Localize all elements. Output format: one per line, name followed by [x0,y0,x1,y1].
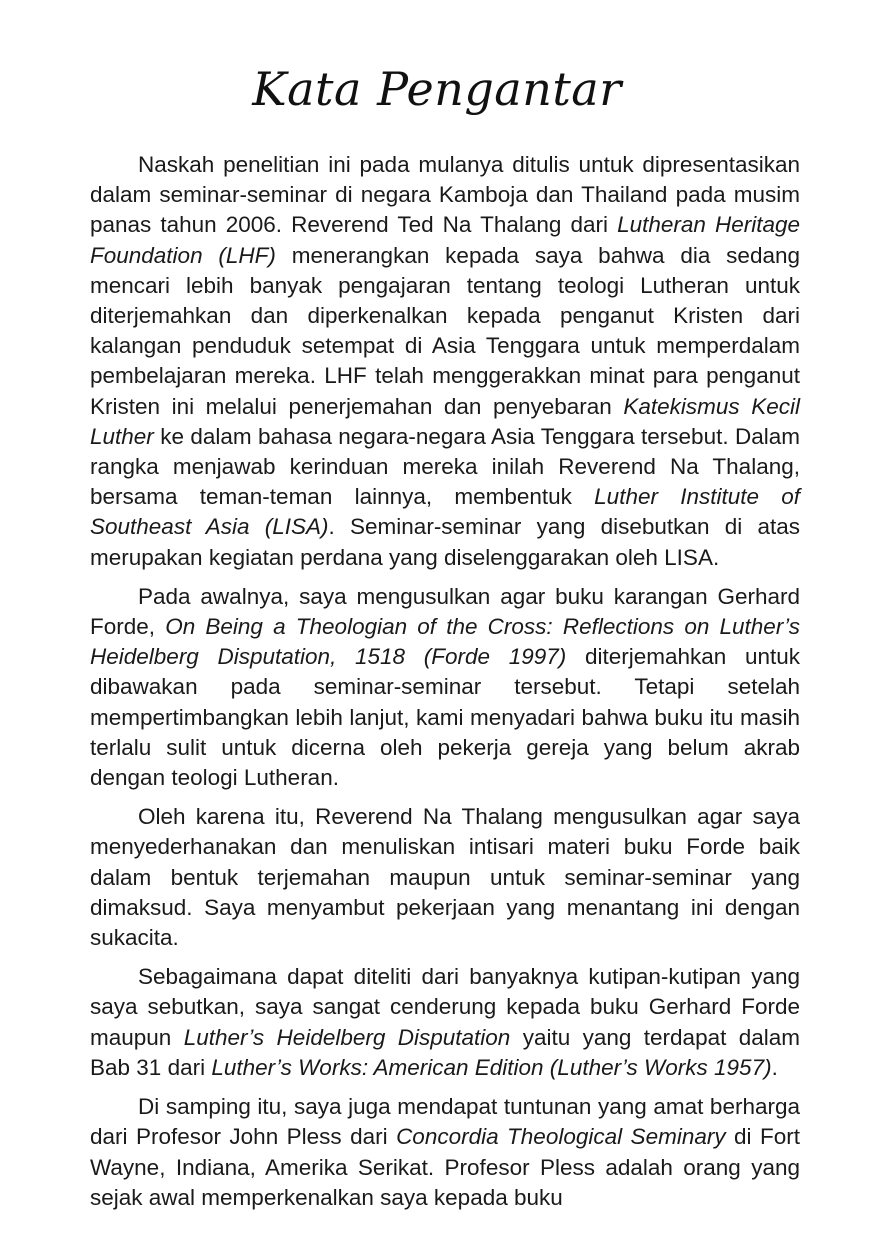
text-run: . Seminar-seminar yang disebutkan di atas merupakan kegiatan perdana yang diselenggarakan oleh LISA. [90,514,800,570]
italic-title: Luther Institute of Southeast Asia (LISA) [90,484,801,540]
page-title: Kata Pengantar [252,62,622,116]
paragraph [90,150,800,573]
text-run: . [771,1054,778,1080]
paragraph [90,582,800,793]
paragraph [90,962,800,1083]
body-text [90,150,800,1213]
text-run: di Fort Wayne, Indiana, Amerika Serikat. Profesor Pless adalah orang yang sejak awal memperkenalkan saya kepada buku [90,1124,800,1210]
italic-title: Luther’s Heidelberg Disputation [183,1024,511,1050]
italic-title: Lutheran Heritage Foundation (LHF) [90,212,800,268]
italic-title: Luther’s Works: American Edition (Luther’s Works 1957) [211,1054,772,1080]
paragraph [90,802,800,953]
text-run: Di samping itu, saya juga mendapat tuntunan yang amat berharga dari Profesor John Pless dari [90,1094,800,1150]
text-run: Naskah penelitian ini pada mulanya ditulis untuk dipresentasikan dalam seminar-seminar di negara Kamboja dan Thailand pada musim panas tahun 2006. Reverend Ted Na Thalang dari [90,152,800,238]
text-run: yaitu yang terdapat dalam Bab 31 dari [90,1024,801,1080]
text-run: ke dalam bahasa negara-negara Asia Tenggara tersebut. Dalam rangka menjawab kerinduan mereka inilah Reverend Na Thalang, bersama teman-teman lainnya, membentuk [90,423,800,510]
text-run: Oleh karena itu, Reverend Na Thalang mengusulkan agar saya menyederhanakan dan menuliskan intisari materi buku Forde baik dalam bentuk terjemahan maupun untuk seminar-seminar yang dimaksud. Saya menyambut pekerjaan yang menantang ini dengan sukacita. [90,804,800,951]
text-run: Sebagaimana dapat diteliti dari banyaknya kutipan-kutipan yang saya sebutkan, saya sangat cenderung kepada buku Gerhard Forde maupun [90,964,800,1050]
text-run: Pada awalnya, saya mengusulkan agar buku karangan Gerhard Forde, [90,583,800,640]
text-run: menerangkan kepada saya bahwa dia sedang mencari lebih banyak pengajaran tentang teologi Lutheran untuk diterjemahkan dan diperkenalkan kepada penganut Kristen dari kalangan penduduk setempat di Asia Tenggara untuk memperdalam pembelajaran mereka. LHF telah menggerakkan minat para penganut Kristen ini melalui penerjemahan dan penyebaran [90,242,800,419]
paragraph [90,1092,800,1213]
text-run: diterjemahkan untuk dibawakan pada seminar-seminar tersebut. Tetapi setelah mempertimbangkan lebih lanjut, kami menyadari bahwa buku itu masih terlalu sulit untuk dicerna oleh pekerja gereja yang belum akrab dengan teologi Lutheran. [90,644,801,791]
italic-title: On Being a Theologian of the Cross: Reflections on Luther’s Heidelberg Disputation, 1518 (Forde 1997) [90,614,800,670]
italic-title: Katekismus Kecil Luther [90,393,801,449]
italic-title: Concordia Theological Seminary [396,1124,726,1150]
